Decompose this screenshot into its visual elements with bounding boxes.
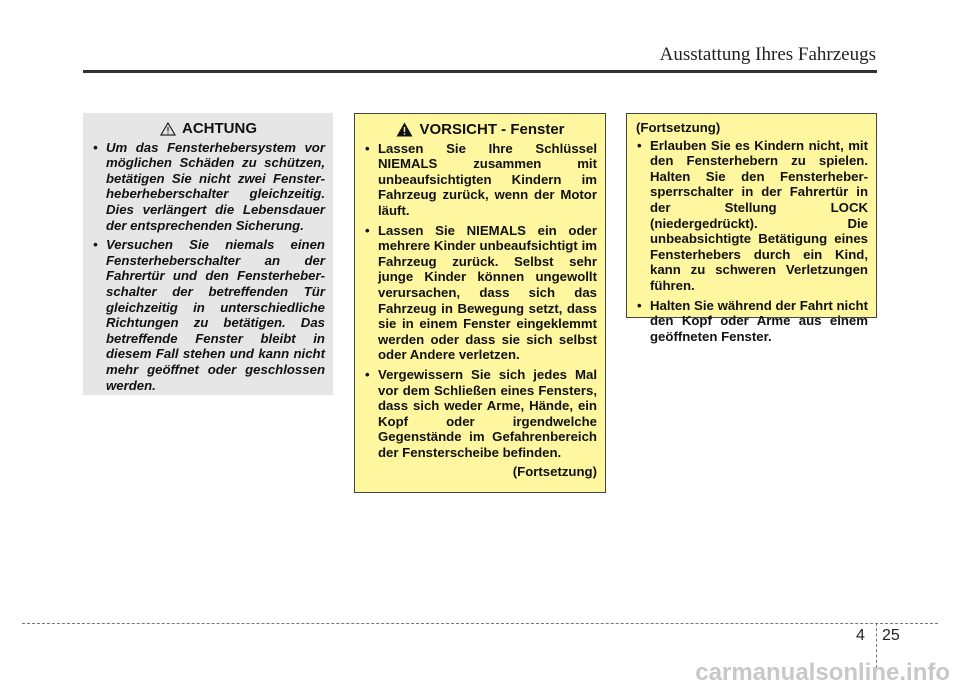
achtung-item-2: • Versuchen Sie niemals einen Fensterheberschalter an der Fahrertür und den Fensterheber-schalter der betreffenden Tür gleichzeitig in unterschiedliche Richtungen zu betätigen. Das betreffende Fenster bleibt in diesem Fall stehen und kann nicht mehr geöffnet oder geschlossen werden. <box>92 237 325 393</box>
watermark-text: carmanualsonline.info <box>695 659 950 686</box>
vorsicht-warning <box>354 113 606 493</box>
warning-outline-icon <box>160 122 176 136</box>
section-title: Ausstattung Ihres Fahrzeugs <box>659 44 876 65</box>
fortsetzung-list <box>636 138 868 345</box>
vorsicht-list <box>364 141 597 461</box>
continued-label: (Fortsetzung) <box>512 464 597 480</box>
vorsicht-header <box>364 122 597 138</box>
header-rule <box>83 70 877 73</box>
achtung-list <box>92 140 325 394</box>
fortsetzung-warning <box>626 113 877 344</box>
achtung-header <box>92 121 325 137</box>
vorsicht-title: VORSICHT - Fenster <box>419 121 565 138</box>
achtung-item-1: • Um das Fensterhebersystem vor möglichen Schäden zu schützen, betätigen Sie nicht zwei Fenster-heberheberschalter gleichzeitig. Dies verlängert die Lebensdauer der entsprechenden Sicherung. <box>92 140 325 234</box>
chapter-number: 4 <box>856 627 865 644</box>
achtung-notice <box>83 113 333 395</box>
warning-filled-icon <box>396 122 413 137</box>
vorsicht-item-3: • Vergewissern Sie sich jedes Mal vor dem Schließen eines Fensters, dass sich weder Arme, Hände, ein Kopf oder irgendwelche Gegenstände im Gefahrenbereich der Fensterscheibe befinden. <box>364 367 597 461</box>
footer-rule <box>22 623 938 624</box>
vorsicht-item-1: • Lassen Sie Ihre Schlüssel NIEMALS zusammen mit unbeaufsichtigten Kindern im Fahrzeug zurück, wenn der Motor läuft. <box>364 141 597 219</box>
achtung-title: ACHTUNG <box>182 120 257 137</box>
fortsetzung-item-1: • Erlauben Sie es Kindern nicht, mit den Fensterhebern zu spielen. Halten Sie den Fensterheber-sperrschalter in der Fahrertür in der Stellung LOCK (niedergedrückt). Die unbeabsichtigte Betätigung eines Fensterhebers durch ein Kind, kann zu schweren Verletzungen führen. <box>636 138 868 294</box>
page-number: 25 <box>882 627 900 644</box>
continuation-label: (Fortsetzung) <box>636 120 721 135</box>
fortsetzung-item-2: • Halten Sie während der Fahrt nicht den Kopf oder Arme aus einem geöffneten Fenster. <box>636 298 868 345</box>
vorsicht-item-2: • Lassen Sie NIEMALS ein oder mehrere Kinder unbeaufsichtigt im Fahrzeug zurück. Selbst sehr junge Kinder können ungewollt verursachen, dass sich das Fahrzeug in Bewegung setzt, dass sie in einem Fenster eingeklemmt werden oder dass sie sich selbst oder Andere verletzen. <box>364 223 597 363</box>
